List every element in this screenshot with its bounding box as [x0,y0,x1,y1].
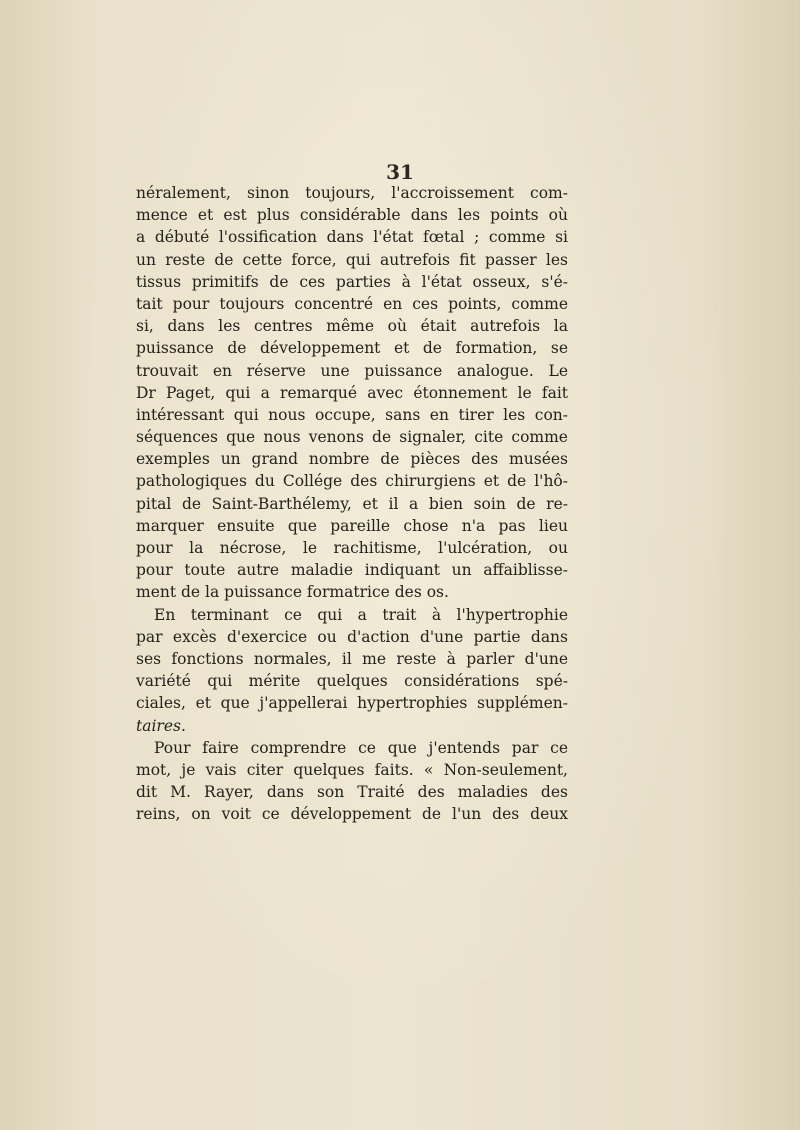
text-line: reins, on voit ce développement de l'un des deux [136,805,568,824]
text-line: mence et est plus considérable dans les points où [136,206,568,225]
text-line: tait pour toujours concentré en ces points, comme [136,294,568,313]
text-line: trouvait en réserve une puissance analogue. Le [136,361,568,380]
text-line: Dr Paget, qui a remarqué avec étonnement le fait [136,383,568,402]
text-line: intéressant qui nous occupe, sans en tirer les con- [136,405,568,424]
text-line: En terminant ce qui a trait à l'hypertrophie [154,605,568,624]
text-line: exemples un grand nombre de pièces des musées [136,450,568,469]
text-line: pour toute autre maladie indiquant un affaiblisse- [136,561,568,580]
text-line: séquences que nous venons de signaler, cite comme [136,428,568,447]
text-line: tissus primitifs de ces parties à l'état osseux, s'é- [136,272,568,291]
text-line: mot, je vais citer quelques faits. « Non-seulement, [136,760,568,779]
page-number: 31 [386,160,414,184]
text-line: puissance de développement et de formation, se [136,339,568,358]
text-line: ment de la puissance formatrice des os. [136,583,449,602]
text-line: pathologiques du Collége des chirurgiens et de l'hô- [136,472,568,491]
text-line: pour la nécrose, le rachitisme, l'ulcération, ou [136,539,568,557]
text-line: ciales, et que j'appellerai hypertrophies supplémen- [136,694,568,713]
text-line: pital de Saint-Barthélemy, et il a bien soin de re- [136,494,568,513]
text-line: dit M. Rayer, dans son Traité des maladies des [136,783,568,802]
text-line: si, dans les centres même où était autrefois la [136,317,568,336]
text-line: un reste de cette force, qui autrefois fit passer les [136,250,568,269]
text-line: marquer ensuite que pareille chose n'a pas lieu [136,516,568,535]
text-line: a débuté l'ossification dans l'état fœtal ; comme si [136,228,568,247]
text-line: Pour faire comprendre ce que j'entends par ce [154,738,568,757]
text-line: néralement, sinon toujours, l'accroissement com- [136,184,568,202]
text-line: variété qui mérite quelques considérations spé- [136,672,568,691]
body-text [136,182,568,825]
text-line: ses fonctions normales, il me reste à parler d'une [136,649,568,668]
text-line: taires. [136,716,186,735]
text-line: par excès d'exercice ou d'action d'une partie dans [136,627,568,646]
